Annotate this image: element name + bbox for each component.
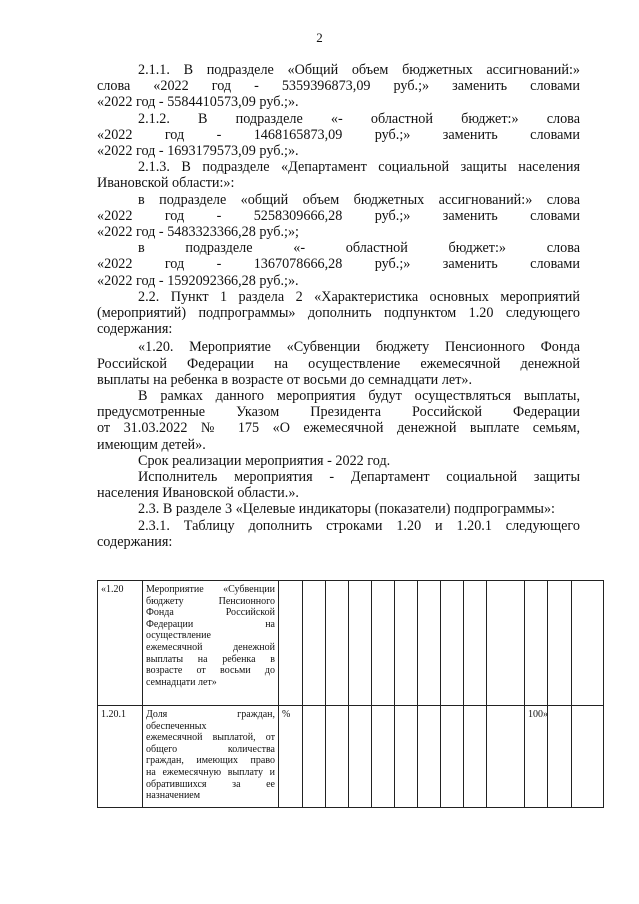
table-row: [98, 706, 604, 808]
value-cell: [548, 581, 572, 706]
description-line: осуществление: [146, 630, 211, 642]
table-body: [98, 581, 604, 808]
paragraph-term: Срок реализации мероприятия - 2022 год.: [138, 452, 391, 469]
paragraph-1-20: «1.20. Мероприятие «Субвенции бюджету Пенсионного Фонда Российской Федерации на осуществление ежемесячной денежной выплаты на ребенка в возрасте от восьми до семнадцати лет».: [97, 339, 580, 388]
table-row: [98, 581, 604, 706]
description-line: Мероприятие «Субвенции: [146, 584, 275, 595]
paragraph-regional-budget: в подразделе «- областной бюджет:» слова «2022 год - 1367078666,28 руб.;» заменить словами «2022 год - 1592092366,28 руб.;».: [97, 240, 580, 289]
description-line: обеспеченных: [146, 720, 207, 732]
paragraph-general-volume: в подразделе «общий объем бюджетных ассигнований:» слова «2022 год - 5258309666,28 руб.;» заменить словами «2022 год - 5483323366,28 руб.;»;: [97, 191, 580, 241]
unit-cell: [279, 581, 303, 706]
paragraph-executor: Исполнитель мероприятия - Департамент социальной защиты населения Ивановской области.».: [97, 469, 580, 502]
description-line: Фонда Российской: [146, 607, 275, 619]
document-body: [97, 62, 580, 550]
paragraph-2-3-1: 2.3.1. Таблицу дополнить строками 1.20 и 1.20.1 следующего содержания:: [97, 517, 580, 550]
value-cell: [372, 581, 395, 706]
value-cell: [349, 581, 372, 706]
value-cell: 100»: [525, 706, 548, 808]
value-cell: [418, 581, 441, 706]
paragraph-payments: В рамках данного мероприятия будут осуществляться выплаты, предусмотренные Указом Президента Российской Федерации от 31.03.2022 № 175 «О ежемесячной денежной выплате семьям, имеющим детей».: [97, 388, 580, 453]
description-line: выплаты на ребенка в: [146, 653, 275, 665]
description-line: Доля граждан,: [146, 709, 275, 720]
value-cell: [572, 706, 604, 808]
paragraph-2-1-1: 2.1.1. В подразделе «Общий объем бюджетных ассигнований:» слова «2022 год - 5359396873,09 руб.;» заменить словами «2022 год - 5584410573,09 руб.;».: [97, 62, 580, 111]
value-cell: [303, 706, 326, 808]
value-cell: [303, 581, 326, 706]
description-line: обратившихся за ее: [146, 778, 275, 790]
value-cell: [487, 581, 525, 706]
value-cell: [464, 581, 487, 706]
value-cell: [326, 706, 349, 808]
row-number-cell: «1.20: [98, 581, 143, 706]
paragraph-2-1-3: 2.1.3. В подразделе «Департамент социальной защиты населения Ивановской области:»:: [97, 159, 580, 192]
description-line: назначением: [146, 790, 201, 802]
paragraph-2-2: 2.2. Пункт 1 раздела 2 «Характеристика основных мероприятий (мероприятий) подпрограммы» дополнить подпунктом 1.20 следующего содержания:: [97, 288, 580, 338]
value-cell: [441, 706, 464, 808]
page-number: 2: [316, 30, 323, 45]
paragraph-2-1-2: 2.1.2. В подразделе «- областной бюджет:» слова «2022 год - 1468165873,09 руб.;» заменить словами «2022 год - 1693179573,09 руб.;».: [97, 110, 580, 160]
value-cell: [487, 706, 525, 808]
value-cell: [418, 706, 441, 808]
indicators-table: [97, 580, 604, 808]
value-cell: [349, 706, 372, 808]
row-number-cell: 1.20.1: [98, 706, 143, 808]
indicator-description-cell: [143, 706, 279, 808]
value-cell: [372, 706, 395, 808]
paragraph-2-3: 2.3. В разделе 3 «Целевые индикаторы (показатели) подпрограммы»:: [138, 501, 555, 518]
description-line: граждан, имеющих право: [146, 755, 275, 767]
description-line: бюджету Пенсионного: [146, 595, 275, 607]
value-cell: [326, 581, 349, 706]
description-line: на ежемесячную выплату и: [146, 766, 275, 778]
value-cell: [548, 706, 572, 808]
description-line: ежемесячной денежной: [146, 641, 275, 653]
indicator-description-cell: [143, 581, 279, 706]
description-line: семнадцати лет»: [146, 676, 217, 688]
description-line: общего количества: [146, 743, 275, 755]
value-cell: [464, 706, 487, 808]
value-cell: [525, 581, 548, 706]
description-line: ежемесячной выплатой, от: [146, 732, 275, 744]
value-cell: [395, 581, 418, 706]
description-line: возрасте от восьми до: [146, 665, 275, 677]
value-cell: [441, 581, 464, 706]
value-cell: [395, 706, 418, 808]
description-line: Федерации на: [146, 618, 275, 630]
unit-cell: %: [279, 706, 303, 808]
value-cell: [572, 581, 604, 706]
